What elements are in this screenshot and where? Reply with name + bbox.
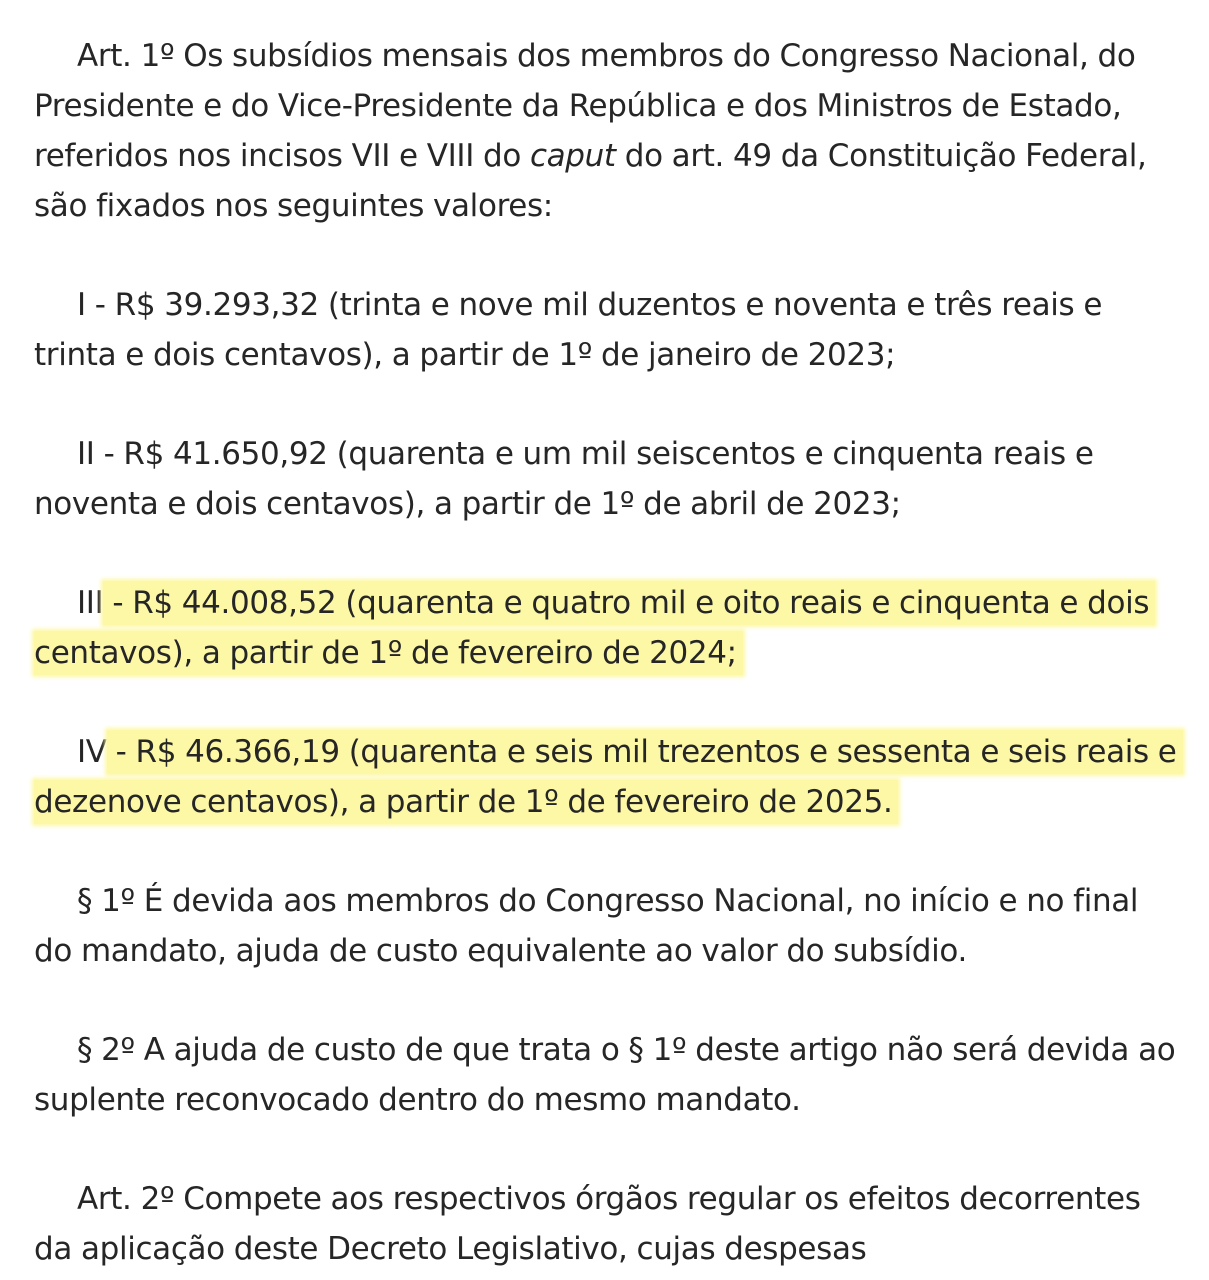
inciso-1-text: I - R$ 39.293,32 (trinta e nove mil duzentos e noventa e três reais e trinta e dois centavos), a partir de 1º de janeiro de 2023; xyxy=(34,287,1103,373)
inciso-2-text: II - R$ 41.650,92 (quarenta e um mil seiscentos e cinquenta reais e noventa e dois centavos), a partir de 1º de abril de 2023; xyxy=(34,436,1094,522)
paragraph-1-text: § 1º É devida aos membros do Congresso Nacional, no início e no final do mandato, ajuda de custo equivalente ao valor do subsídio. xyxy=(34,883,1139,969)
article-1-text-end: do art. 49 da Constituição Federal, são fixados nos seguintes valores: xyxy=(34,138,1147,224)
inciso-2 xyxy=(34,429,1182,529)
inciso-3 xyxy=(34,578,1182,678)
inciso-3-number: III xyxy=(77,585,104,621)
article-2 xyxy=(34,1174,1182,1274)
document-body xyxy=(34,31,1182,1280)
inciso-4-number: IV xyxy=(77,734,107,770)
inciso-1 xyxy=(34,280,1182,380)
article-1-text: Art. 1º Os subsídios mensais dos membros do Congresso Nacional, do Presidente e do Vice-Presidente da República e dos Ministros de Estado, referidos nos incisos VII e VIII do xyxy=(34,38,1136,174)
article-1 xyxy=(34,31,1182,231)
article-2-text: Art. 2º Compete aos respectivos órgãos regular os efeitos decorrentes da aplicação deste Decreto Legislativo, cujas despesas xyxy=(34,1181,1141,1267)
inciso-3-highlighted-text: - R$ 44.008,52 (quarenta e quatro mil e oito reais e cinquenta e dois centavos), a partir de 1º de fevereiro de 2024; xyxy=(34,581,1155,675)
paragraph-2 xyxy=(34,1025,1182,1125)
caput-italic: caput xyxy=(529,138,616,174)
inciso-4-highlighted-text: - R$ 46.366,19 (quarenta e seis mil trezentos e sessenta e seis reais e dezenove centavos), a partir de 1º de fevereiro de 2025. xyxy=(34,730,1183,824)
inciso-4 xyxy=(34,727,1182,827)
paragraph-2-text: § 2º A ajuda de custo de que trata o § 1º deste artigo não será devida ao suplente reconvocado dentro do mesmo mandato. xyxy=(34,1032,1176,1118)
paragraph-1 xyxy=(34,876,1182,976)
